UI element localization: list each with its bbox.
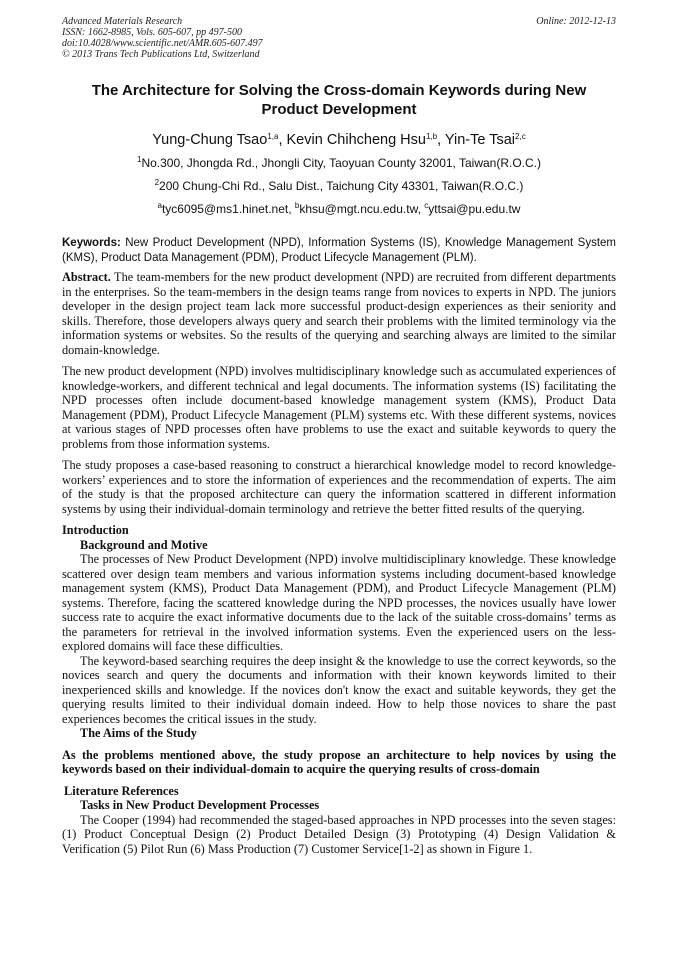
- author-name: Yung-Chung Tsao: [152, 132, 268, 148]
- author-separator: ,: [437, 132, 445, 148]
- author-name: Yin-Te Tsai: [444, 132, 516, 148]
- issn-line: ISSN: 1662-8985, Vols. 605-607, pp 497-500: [62, 27, 242, 38]
- author-superscript: 1,b: [425, 132, 438, 141]
- online-date: Online: 2012-12-13: [536, 16, 616, 27]
- keywords-label: Keywords:: [62, 237, 121, 249]
- aims-statement: As the problems mentioned above, the study propose an architecture to help novices by using the keywords based on their individual-domain to acquire the querying results of cross-domain: [62, 747, 616, 776]
- keywords-text: New Product Development (NPD), Information Systems (IS), Knowledge Management System (KMS), Product Data Management (PDM), Product Lifecycle Management (PLM).: [62, 237, 616, 264]
- body-paragraph: The processes of New Product Development (NPD) involve multidisciplinary knowledge. These knowledge scattered over design team members and various information systems including document-based knowledge management system (KMS), Product Data Management (PDM), and Product Lifecycle Management (PLM) systems. Therefore, facing the scattered knowledge during the NPD processes, the novices usually have lower success rate to acquire the exact informative documents due to the lack of the suitable cross-domains’ terms as the parameters for retrieval in the involved information systems. Even the experienced users on the less-explored domains will face these difficulties.: [62, 552, 616, 653]
- doi-line: doi:10.4028/www.scientific.net/AMR.605-607.497: [62, 38, 263, 49]
- abstract-paragraph: [62, 270, 616, 357]
- paper-title: The Architecture for Solving the Cross-domain Keywords during New Product Development: [91, 82, 587, 118]
- author-name: Kevin Chihcheng Hsu: [286, 132, 426, 148]
- section-heading-literature: Literature References: [64, 783, 179, 798]
- abstract-paragraph: The new product development (NPD) involves multidisciplinary knowledge such as accumulated experiences of knowledge-workers, and different technical and legal documents. The information systems (IS) facilitating the NPD processes often include document-based knowledge management system (KMS), Product Data Management (PDM), Product Lifecycle Management (PLM) systems etc. With these different systems, novices at various stages of NPD processes often have problems to use the exact and suitable keywords to query the problems from those information systems.: [62, 364, 616, 451]
- subsection-heading-background: Background and Motive: [80, 537, 208, 552]
- section-heading-introduction: Introduction: [62, 523, 129, 537]
- affiliation-superscript: 1: [136, 155, 142, 164]
- author-emails: [62, 202, 616, 216]
- author-separator: ,: [278, 132, 287, 148]
- subsection-heading-npd-tasks: Tasks in New Product Development Processes: [80, 798, 320, 812]
- email-superscript: a: [157, 201, 162, 210]
- subsection-heading-aims: The Aims of the Study: [80, 726, 197, 740]
- affiliation-superscript: 2: [154, 178, 160, 187]
- main-body: [62, 270, 616, 856]
- copyright-line: © 2013 Trans Tech Publications Ltd, Switzerland: [62, 49, 260, 60]
- body-paragraph: The keyword-based searching requires the deep insight & the knowledge to use the correct keywords, so the novices search and query the documents and information with their known keywords limited to their inexperienced skills and knowledge. If the novices don't know the exact and suitable keywords, they get the querying results limited to their individual domain indeed. How to help those novices to share the past experiences becomes the critical issues in the study.: [62, 653, 616, 726]
- abstract-text: The team-members for the new product development (NPD) are recruited from different departments in the enterprises. So the team-members in the design teams range from novices to experts in NPD. The juniors developer in the design project team lack more successful product-design experiences as their seniority and skills. Therefore, those developers always query and search their problems with the limited terminology via the information systems or websites. So the results of the querying and searching always are limited to the similar domain-knowledge.: [62, 270, 616, 357]
- email-link: yttsai@pu.edu.tw: [428, 202, 521, 216]
- affiliation-text: 200 Chung-Chi Rd., Salu Dist., Taichung City 43301, Taiwan(R.O.C.): [159, 179, 524, 193]
- keywords-section: [62, 236, 616, 265]
- abstract-label: Abstract.: [62, 270, 111, 284]
- author-superscript: 2,c: [515, 132, 526, 141]
- affiliation-2: [62, 179, 616, 193]
- email-link: khsu@mgt.ncu.edu.tw,: [299, 202, 425, 216]
- journal-name: Advanced Materials Research: [62, 16, 183, 27]
- body-paragraph: The Cooper (1994) had recommended the staged-based approaches in NPD processes into the seven stages: (1) Product Conceptual Design (2) Product Detailed Design (3) Prototyping (4) Design Validation & Verification (5) Pilot Run (6) Mass Production (7) Customer Service[1-2] as shown in Figure 1.: [62, 812, 616, 856]
- author-superscript: 1,a: [267, 132, 279, 141]
- author-list: [62, 131, 616, 149]
- journal-header: [62, 16, 616, 60]
- abstract-paragraph: The study proposes a case-based reasoning to construct a hierarchical knowledge model to record knowledge-workers’ experiences and to store the information of experiences and the recommendation of experts. The aim of the study is that the proposed architecture can query the information scattered in different information systems by using their individual-domain terminology and retrieve the better fitted results of the querying.: [62, 458, 616, 516]
- email-link: tyc6095@ms1.hinet.net,: [161, 202, 295, 216]
- email-superscript: b: [294, 201, 300, 210]
- email-superscript: c: [424, 201, 429, 210]
- affiliation-text: No.300, Jhongda Rd., Jhongli City, Taoyuan County 32001, Taiwan(R.O.C.): [141, 156, 541, 170]
- affiliation-1: [62, 156, 616, 170]
